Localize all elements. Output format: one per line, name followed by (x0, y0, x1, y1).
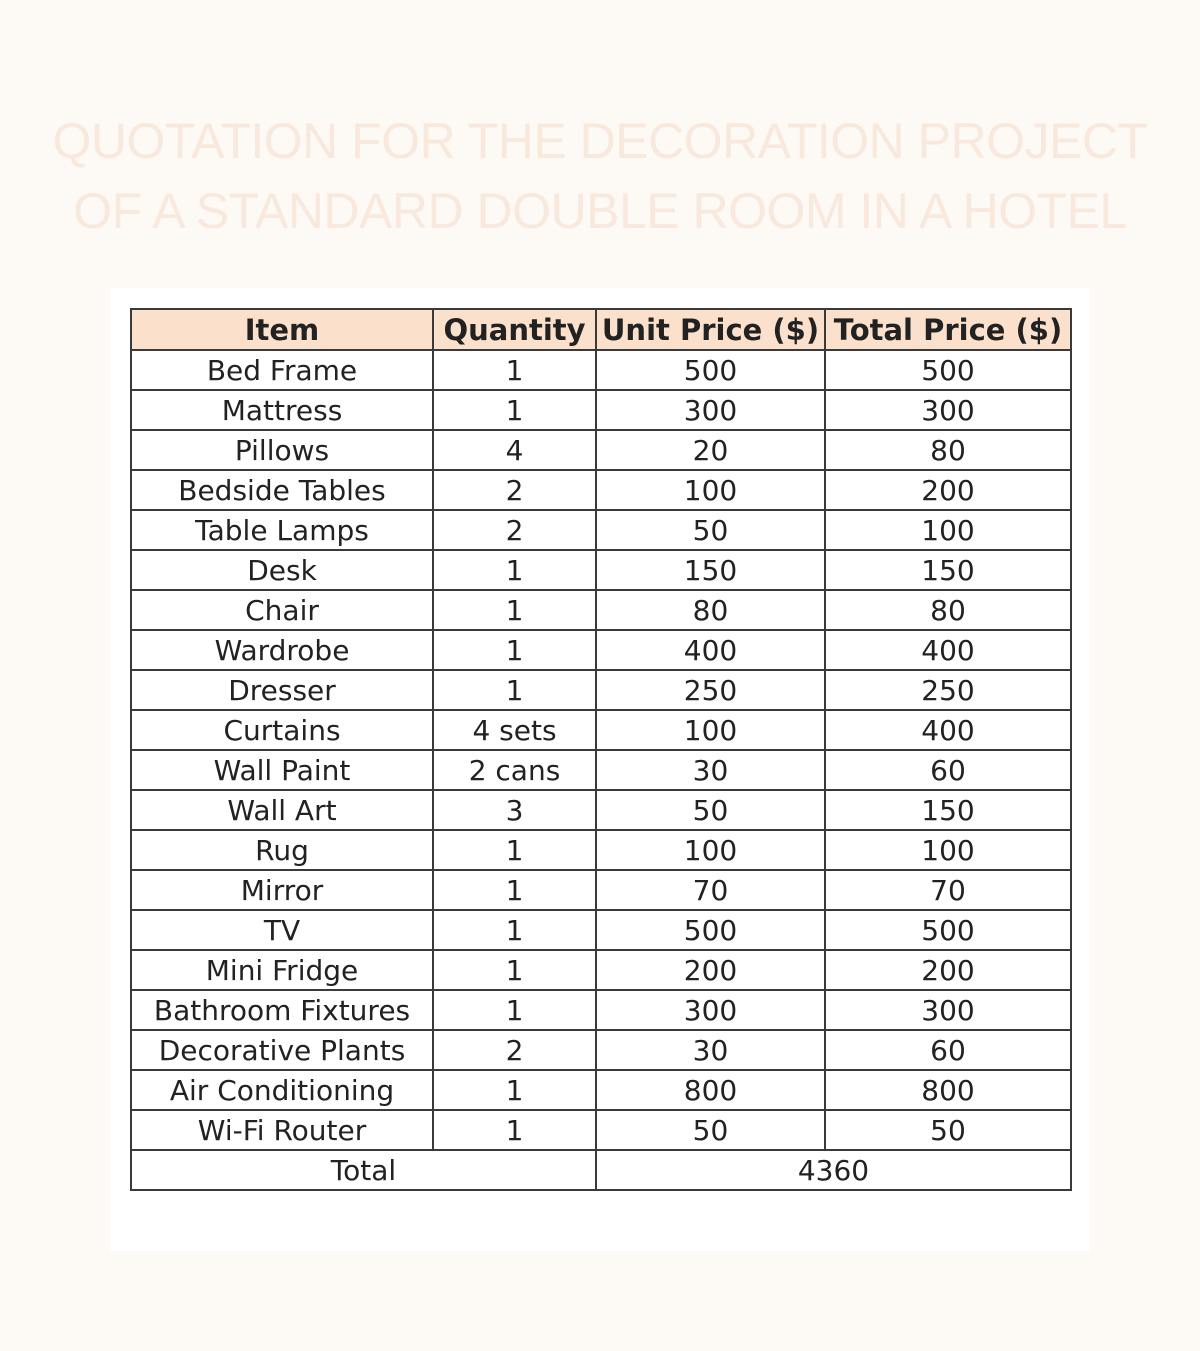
table-row (131, 470, 1071, 510)
total-row (131, 1150, 1071, 1190)
cell-item: Chair (131, 590, 433, 630)
cell-quantity: 2 (433, 510, 596, 550)
cell-quantity: 2 (433, 1030, 596, 1070)
table-row (131, 910, 1071, 950)
cell-total-price: 60 (825, 1030, 1071, 1070)
total-value: 4360 (596, 1150, 1071, 1190)
cell-quantity: 1 (433, 830, 596, 870)
cell-quantity: 2 cans (433, 750, 596, 790)
cell-total-price: 100 (825, 830, 1071, 870)
cell-quantity: 1 (433, 910, 596, 950)
cell-unit-price: 20 (596, 430, 825, 470)
header-item: Item (131, 309, 433, 350)
table-row (131, 710, 1071, 750)
cell-quantity: 1 (433, 590, 596, 630)
cell-item: Wi-Fi Router (131, 1110, 433, 1150)
cell-unit-price: 800 (596, 1070, 825, 1110)
cell-unit-price: 100 (596, 710, 825, 750)
cell-unit-price: 500 (596, 910, 825, 950)
table-row (131, 430, 1071, 470)
header-row (131, 309, 1071, 350)
cell-item: TV (131, 910, 433, 950)
cell-total-price: 300 (825, 390, 1071, 430)
cell-item: Bedside Tables (131, 470, 433, 510)
cell-unit-price: 100 (596, 830, 825, 870)
cell-item: Wall Paint (131, 750, 433, 790)
cell-unit-price: 250 (596, 670, 825, 710)
cell-total-price: 500 (825, 350, 1071, 390)
cell-item: Bed Frame (131, 350, 433, 390)
cell-quantity: 1 (433, 990, 596, 1030)
quotation-table (130, 308, 1072, 1191)
cell-total-price: 800 (825, 1070, 1071, 1110)
table-row (131, 950, 1071, 990)
cell-quantity: 1 (433, 630, 596, 670)
cell-item: Mirror (131, 870, 433, 910)
cell-total-price: 150 (825, 550, 1071, 590)
table-row (131, 790, 1071, 830)
cell-unit-price: 70 (596, 870, 825, 910)
cell-quantity: 1 (433, 390, 596, 430)
cell-item: Desk (131, 550, 433, 590)
total-label: Total (131, 1150, 596, 1190)
table-row (131, 1070, 1071, 1110)
table-row (131, 390, 1071, 430)
cell-total-price: 60 (825, 750, 1071, 790)
cell-unit-price: 400 (596, 630, 825, 670)
cell-item: Mattress (131, 390, 433, 430)
cell-total-price: 80 (825, 430, 1071, 470)
title-line-2: OF A STANDARD DOUBLE ROOM IN A HOTEL (73, 183, 1127, 239)
cell-item: Air Conditioning (131, 1070, 433, 1110)
cell-total-price: 250 (825, 670, 1071, 710)
table-row (131, 830, 1071, 870)
cell-total-price: 300 (825, 990, 1071, 1030)
table-row (131, 550, 1071, 590)
cell-unit-price: 30 (596, 750, 825, 790)
cell-item: Mini Fridge (131, 950, 433, 990)
header-quantity: Quantity (433, 309, 596, 350)
table-row (131, 870, 1071, 910)
cell-quantity: 1 (433, 870, 596, 910)
cell-item: Curtains (131, 710, 433, 750)
table-row (131, 630, 1071, 670)
cell-unit-price: 150 (596, 550, 825, 590)
cell-item: Dresser (131, 670, 433, 710)
cell-unit-price: 80 (596, 590, 825, 630)
cell-unit-price: 200 (596, 950, 825, 990)
table-row (131, 990, 1071, 1030)
cell-item: Wardrobe (131, 630, 433, 670)
cell-total-price: 80 (825, 590, 1071, 630)
cell-quantity: 1 (433, 550, 596, 590)
cell-unit-price: 50 (596, 1110, 825, 1150)
cell-quantity: 3 (433, 790, 596, 830)
cell-unit-price: 500 (596, 350, 825, 390)
cell-unit-price: 100 (596, 470, 825, 510)
cell-quantity: 1 (433, 1110, 596, 1150)
cell-total-price: 150 (825, 790, 1071, 830)
cell-unit-price: 50 (596, 510, 825, 550)
table-row (131, 750, 1071, 790)
cell-quantity: 2 (433, 470, 596, 510)
cell-total-price: 100 (825, 510, 1071, 550)
header-total-price: Total Price ($) (825, 309, 1071, 350)
header-unit-price: Unit Price ($) (596, 309, 825, 350)
cell-unit-price: 300 (596, 990, 825, 1030)
cell-total-price: 200 (825, 470, 1071, 510)
cell-total-price: 400 (825, 630, 1071, 670)
cell-quantity: 1 (433, 670, 596, 710)
cell-unit-price: 30 (596, 1030, 825, 1070)
title-line-1: QUOTATION FOR THE DECORATION PROJECT (52, 113, 1148, 169)
cell-unit-price: 50 (596, 790, 825, 830)
cell-item: Rug (131, 830, 433, 870)
cell-item: Decorative Plants (131, 1030, 433, 1070)
cell-item: Bathroom Fixtures (131, 990, 433, 1030)
cell-unit-price: 300 (596, 390, 825, 430)
cell-total-price: 70 (825, 870, 1071, 910)
cell-item: Wall Art (131, 790, 433, 830)
document-title (0, 106, 1200, 246)
cell-quantity: 1 (433, 1070, 596, 1110)
cell-quantity: 4 sets (433, 710, 596, 750)
table-row (131, 510, 1071, 550)
table-row (131, 1030, 1071, 1070)
cell-quantity: 1 (433, 350, 596, 390)
cell-quantity: 1 (433, 950, 596, 990)
cell-item: Pillows (131, 430, 433, 470)
cell-total-price: 50 (825, 1110, 1071, 1150)
table-row (131, 350, 1071, 390)
table-row (131, 670, 1071, 710)
table-row (131, 1110, 1071, 1150)
cell-item: Table Lamps (131, 510, 433, 550)
cell-total-price: 200 (825, 950, 1071, 990)
cell-quantity: 4 (433, 430, 596, 470)
cell-total-price: 500 (825, 910, 1071, 950)
cell-total-price: 400 (825, 710, 1071, 750)
table-row (131, 590, 1071, 630)
